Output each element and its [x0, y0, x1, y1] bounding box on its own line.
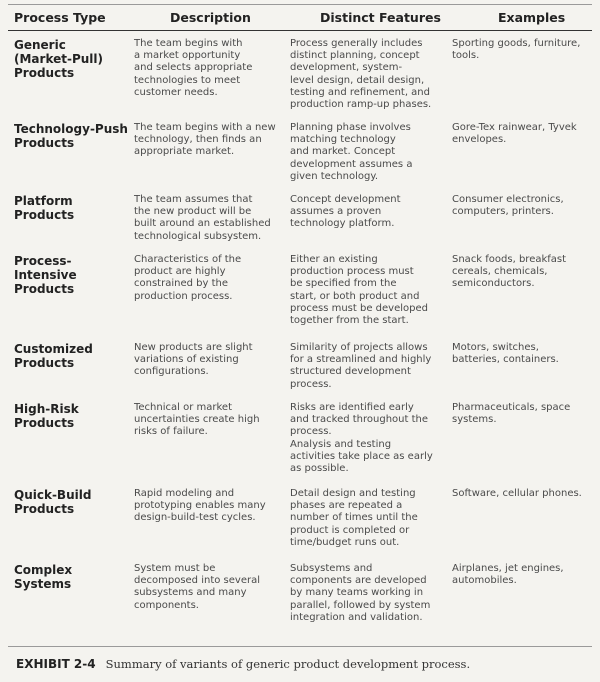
features-cell: Process generally includes distinct planning, concept development, system- level design, detail design, testing and refinement, and production ramp-up phases.: [290, 38, 432, 111]
process-type-cell: Platform Products: [14, 194, 75, 222]
features-cell: Similarity of projects allows for a streamlined and highly structured development process.: [290, 342, 432, 390]
features-cell: Planning phase involves matching technology and market. Concept development assumes a given technology.: [290, 122, 413, 182]
caption-text: Summary of variants of generic product development process.: [105, 657, 471, 671]
process-type-cell: Complex Systems: [14, 563, 73, 591]
features-cell: Detail design and testing phases are repeated a number of times until the product is completed or time/budget runs out.: [290, 488, 418, 548]
description-cell: The team begins with a market opportunity and selects appropriate technologies to meet customer needs.: [134, 38, 253, 98]
examples-cell: Snack foods, breakfast cereals, chemicals, semiconductors.: [452, 254, 567, 290]
bottom-rule: [8, 646, 592, 647]
process-type-cell: Technology-Push Products: [14, 122, 128, 150]
description-cell: New products are slight variations of existing configurations.: [134, 342, 253, 378]
header-process-type: Process Type: [14, 10, 106, 25]
examples-cell: Sporting goods, furniture, tools.: [452, 38, 581, 62]
examples-cell: Software, cellular phones.: [452, 488, 582, 499]
examples-cell: Motors, switches, batteries, containers.: [452, 342, 559, 366]
description-cell: System must be decomposed into several subsystems and many components.: [134, 563, 260, 611]
header-description: Description: [170, 10, 251, 25]
examples-cell: Airplanes, jet engines, automobiles.: [452, 563, 564, 587]
process-type-cell: High-Risk Products: [14, 402, 79, 430]
features-cell: Concept development assumes a proven technology platform.: [290, 194, 401, 230]
exhibit-caption: [16, 657, 470, 671]
description-cell: The team begins with a new technology, then finds an appropriate market.: [134, 122, 276, 158]
description-cell: Characteristics of the product are highly constrained by the production process.: [134, 254, 242, 302]
process-type-cell: Process-Intensive Products: [14, 254, 77, 296]
header-examples: Examples: [498, 10, 566, 25]
process-type-cell: Quick-Build Products: [14, 488, 92, 516]
caption-label: EXHIBIT 2-4: [16, 657, 96, 671]
features-cell: Either an existing production process must be specified from the start, or both product and process must be developed together from the start.: [290, 254, 428, 327]
top-rule: [8, 4, 592, 5]
examples-cell: Gore-Tex rainwear, Tyvek envelopes.: [452, 122, 577, 146]
exhibit-page: [8, 0, 592, 682]
description-cell: Rapid modeling and prototyping enables many design-build-test cycles.: [134, 488, 266, 524]
examples-cell: Pharmaceuticals, space systems.: [452, 402, 571, 426]
examples-cell: Consumer electronics, computers, printers.: [452, 194, 564, 218]
header-rule: [8, 30, 592, 31]
process-type-cell: Generic (Market-Pull) Products: [14, 38, 104, 80]
process-type-cell: Customized Products: [14, 342, 93, 370]
features-cell: Risks are identified early and tracked throughout the process. Analysis and testing activities take place as early as possible.: [290, 402, 433, 475]
features-cell: Subsystems and components are developed by many teams working in parallel, followed by system integration and validation.: [290, 563, 431, 623]
description-cell: Technical or market uncertainties create high risks of failure.: [134, 402, 260, 438]
header-distinct-features: Distinct Features: [320, 10, 441, 25]
description-cell: The team assumes that the new product will be built around an established technological subsystem.: [134, 194, 271, 242]
